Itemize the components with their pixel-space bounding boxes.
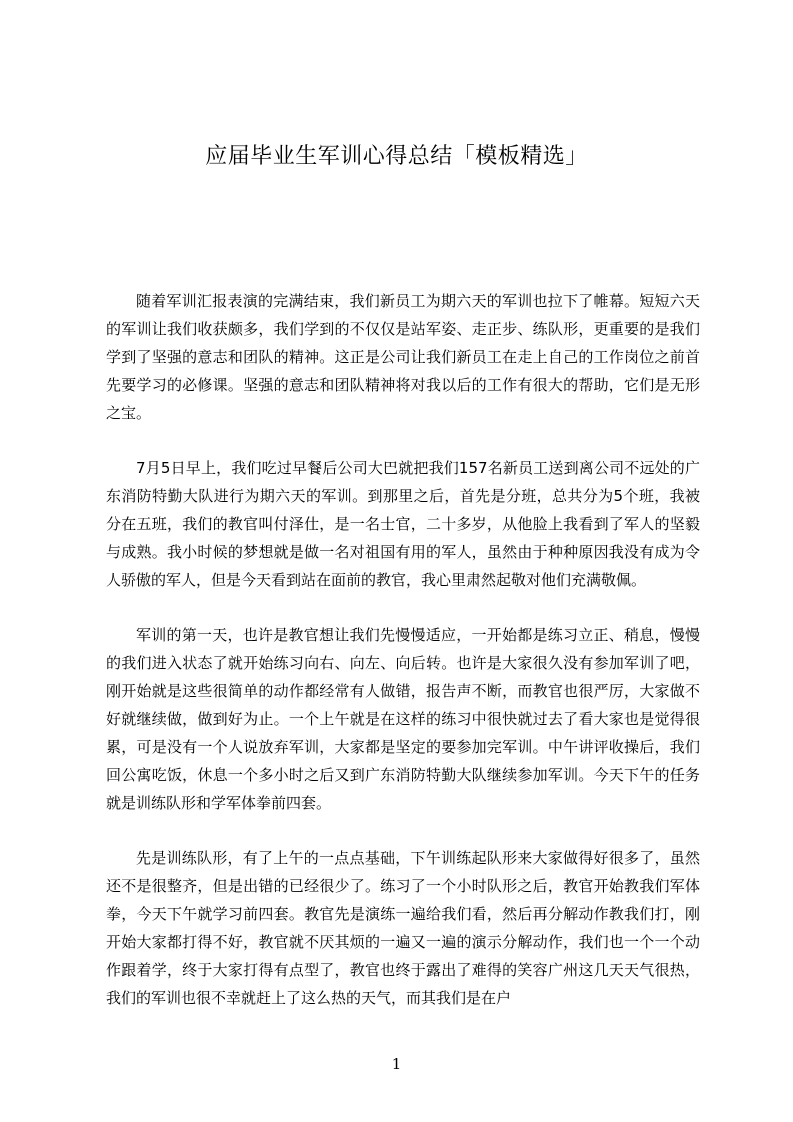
document-body (106, 287, 700, 1039)
paragraph-3: 军训的第一天，也许是教官想让我们先慢慢适应，一开始都是练习立正、稍息，慢慢的我们进入状态了就开始练习向右、向左、向后转。也许是大家很久没有参加军训了吧，刚开始就是这些很简单的动作都经常有人做错，报告声不断，而教官也很严厉，大家做不好就继续做，做到好为止。一个上午就是在这样的练习中很快就过去了看大家也是觉得很累，可是没有一个人说放弃军训，大家都是坚定的要参加完军训。中午讲评收操后，我们回公寓吃饭，休息一个多小时之后又到广东消防特勤大队继续参加军训。今天下午的任务就是训练队形和学军体拳前四套。 (106, 626, 700, 812)
page-number: 1 (391, 1055, 402, 1073)
document-title: 应届毕业生军训心得总结「模板精选」 (205, 144, 588, 169)
paragraph-4: 先是训练队形，有了上午的一点点基础，下午训练起队形来大家做得好很多了，虽然还不是很整齐，但是出错的已经很少了。练习了一个小时队形之后，教官开始教我们军体拳，今天下午就学习前四套。教官先是演练一遍给我们看，然后再分解动作教我们打，刚开始大家都打得不好，教官就不厌其烦的一遍又一遍的演示分解动作，我们也一个一个动作跟着学，终于大家打得有点型了，教官也终于露出了难得的笑容广州这几天天气很热，我们的军训也很不幸就赶上了这么热的天气，而其我们是在户 (106, 849, 700, 1007)
paragraph-2: 7月5日早上，我们吃过早餐后公司大巴就把我们157名新员工送到离公司不远处的广东消防特勤大队进行为期六天的军训。到那里之后，首先是分班，总共分为5个班，我被分在五班，我们的教官叫付泽仕，是一名士官，二十多岁，从他脸上我看到了军人的坚毅与成熟。我小时候的梦想就是做一名对祖国有用的军人，虽然由于种种原因我没有成为令人骄傲的军人，但是今天看到站在面前的教官，我心里肃然起敬对他们充满敬佩。 (106, 459, 700, 589)
paragraph-1: 随着军训汇报表演的完满结束，我们新员工为期六天的军训也拉下了帷幕。短短六天的军训让我们收获颇多，我们学到的不仅仅是站军姿、走正步、练队形，更重要的是我们学到了坚强的意志和团队的精神。这正是公司让我们新员工在走上自己的工作岗位之前首先要学习的必修课。坚强的意志和团队精神将对我以后的工作有很大的帮助，它们是无形之宝。 (106, 292, 700, 422)
